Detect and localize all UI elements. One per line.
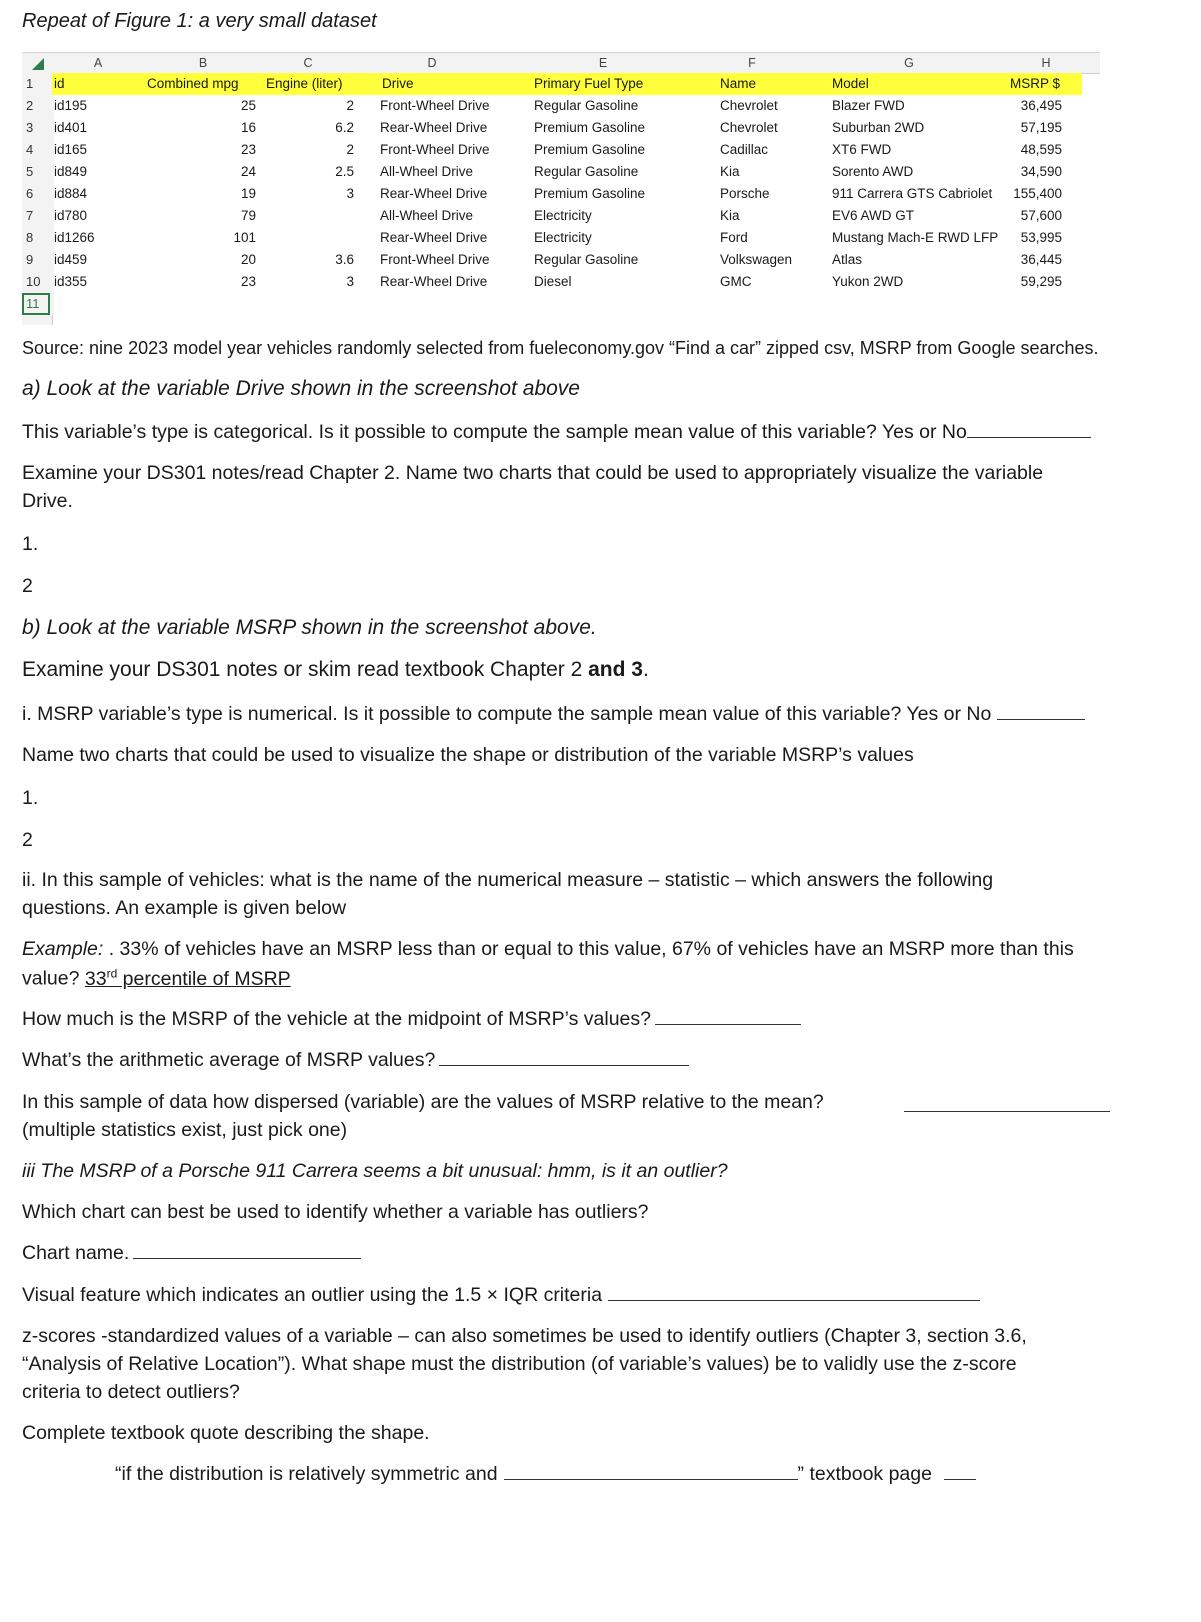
cell-name[interactable]: Ford	[720, 230, 748, 245]
cell-name[interactable]: Chevrolet	[720, 120, 778, 135]
part-a-item-2: 2	[22, 575, 33, 597]
textbook-quote-line	[115, 1463, 976, 1486]
q-midpoint	[22, 1008, 801, 1031]
example-label: Example:	[22, 938, 109, 960]
cell-model[interactable]: Suburban 2WD	[832, 120, 925, 135]
cell-name[interactable]: Porsche	[720, 186, 770, 201]
cell-msrp[interactable]: 57,195	[1020, 120, 1062, 135]
table-row	[22, 205, 1100, 227]
cell-fuel[interactable]: Regular Gasoline	[534, 164, 639, 179]
col-letter-e[interactable]: E	[598, 56, 608, 70]
cell-mpg[interactable]: 25	[240, 98, 256, 113]
example-answer-rest: percentile of MSRP	[117, 967, 291, 990]
cell-drive[interactable]: Rear-Wheel Drive	[380, 274, 488, 289]
cell-msrp[interactable]: 53,995	[1020, 230, 1062, 245]
cell-engine[interactable]: 2	[346, 98, 354, 113]
col-letter-b[interactable]: B	[198, 56, 208, 70]
cell-model[interactable]: 911 Carrera GTS Cabriolet	[832, 186, 993, 201]
cell-drive[interactable]: Front-Wheel Drive	[380, 252, 490, 267]
cell-mpg[interactable]: 20	[240, 252, 256, 267]
cell-engine[interactable]: 3	[346, 186, 354, 201]
part-a-q1	[22, 421, 1091, 444]
cell-engine[interactable]: 6.2	[335, 120, 354, 135]
table-row	[22, 95, 1100, 117]
cell-engine[interactable]: 2	[346, 142, 354, 157]
selected-row-indicator	[22, 293, 50, 315]
cell-drive[interactable]: Rear-Wheel Drive	[380, 120, 488, 135]
header-id[interactable]: id	[54, 76, 65, 91]
q-average	[22, 1049, 689, 1072]
row-number[interactable]: 1	[22, 73, 54, 95]
cell-name[interactable]: Volkswagen	[720, 252, 793, 267]
part-b-i-question-text: i. MSRP variable’s type is numerical. Is it possible to compute the sample mean value of this variable? Yes or No	[22, 703, 992, 725]
row-number[interactable]: 3	[22, 117, 54, 139]
col-letter-c[interactable]: C	[303, 56, 313, 70]
row-number[interactable]: 7	[22, 205, 54, 227]
cell-drive[interactable]: Rear-Wheel Drive	[380, 186, 488, 201]
header-drive[interactable]: Drive	[382, 76, 414, 91]
cell-fuel[interactable]: Diesel	[534, 274, 572, 289]
cell-engine[interactable]: 3.6	[335, 252, 354, 267]
col-letter-f[interactable]: F	[748, 56, 756, 70]
part-b-examine-bold: and 3	[588, 658, 643, 681]
part-b-item-2: 2	[22, 829, 33, 851]
quote-pre: “if the distribution is relatively symmetric and	[115, 1463, 498, 1485]
cell-mpg[interactable]: 24	[240, 164, 256, 179]
cell-name[interactable]: Kia	[720, 208, 740, 223]
part-a-q2-line2: Drive.	[22, 490, 73, 512]
cell-fuel[interactable]: Premium Gasoline	[534, 120, 646, 135]
header-name[interactable]: Name	[720, 76, 757, 91]
spreadsheet	[22, 52, 1100, 325]
part-b-ii-line1: ii. In this sample of vehicles: what is the name of the numerical measure – statistic – which answers the following	[22, 869, 994, 891]
cell-mpg[interactable]: 16	[240, 120, 256, 135]
textbook-page-blank[interactable]	[944, 1478, 976, 1480]
part-b-examine-post: .	[642, 658, 649, 681]
q-average-text: What’s the arithmetic average of MSRP values?	[22, 1049, 436, 1071]
part-b-heading: b) Look at the variable MSRP shown in the screenshot above.	[22, 616, 597, 639]
quote-post: ” textbook page	[797, 1463, 932, 1485]
cell-msrp[interactable]: 36,445	[1020, 252, 1062, 267]
column-letter-row	[22, 53, 1100, 74]
row-number[interactable]: 9	[22, 249, 54, 271]
cell-msrp[interactable]: 48,595	[1020, 142, 1062, 157]
table-row	[22, 117, 1100, 139]
table-row	[22, 249, 1100, 271]
q-dispersed-answer-blank[interactable]	[904, 1111, 1110, 1112]
example-line2	[22, 966, 291, 991]
table-row	[22, 227, 1100, 249]
cell-model[interactable]: Mustang Mach-E RWD LFP	[832, 230, 999, 245]
cell-fuel[interactable]: Electricity	[534, 230, 592, 245]
q-midpoint-answer-blank[interactable]	[655, 1023, 801, 1025]
cell-id[interactable]: id459	[54, 252, 88, 267]
row-number[interactable]: 11	[22, 293, 54, 315]
cell-model[interactable]: Atlas	[832, 252, 863, 267]
cell-drive[interactable]: Front-Wheel Drive	[380, 98, 490, 113]
cell-id[interactable]: id849	[54, 164, 88, 179]
cell-name[interactable]: GMC	[720, 274, 752, 289]
col-letter-g[interactable]: G	[904, 56, 914, 70]
part-a-q1-text: This variable’s type is categorical. Is it possible to compute the sample mean value of this variable? Yes or No	[22, 421, 967, 443]
cell-model[interactable]: Blazer FWD	[832, 98, 905, 113]
part-b-examine-pre: Examine your DS301 notes or skim read textbook Chapter 2	[22, 658, 589, 681]
part-b-iii-heading: iii The MSRP of a Porsche 911 Carrera seems a bit unusual: hmm, is it an outlier?	[22, 1160, 728, 1182]
z-score-line3: criteria to detect outliers?	[22, 1381, 240, 1403]
cell-name[interactable]: Kia	[720, 164, 740, 179]
row-number[interactable]: 4	[22, 139, 54, 161]
part-a-q1-answer-blank[interactable]	[967, 436, 1091, 438]
row-number[interactable]: 6	[22, 183, 54, 205]
header-primary-fuel-type[interactable]: Primary Fuel Type	[534, 76, 644, 91]
cell-fuel[interactable]: Regular Gasoline	[534, 98, 639, 113]
cell-model[interactable]: EV6 AWD GT	[832, 208, 915, 223]
visual-feature-answer-blank[interactable]	[608, 1299, 980, 1301]
select-all-corner[interactable]	[22, 53, 52, 73]
header-combined-mpg[interactable]: Combined mpg	[147, 76, 239, 91]
q-dispersed-line1: In this sample of data how dispersed (variable) are the values of MSRP relative to the mean?	[22, 1091, 824, 1113]
cell-mpg[interactable]: 23	[240, 274, 256, 289]
table-row	[22, 183, 1100, 205]
cell-id[interactable]: id195	[54, 98, 88, 113]
cell-engine[interactable]: 2.5	[335, 164, 354, 179]
chart-name-label: Chart name.	[22, 1242, 130, 1264]
col-letter-a[interactable]: A	[93, 56, 103, 70]
part-b-examine	[22, 658, 649, 682]
cell-msrp[interactable]: 57,600	[1020, 208, 1062, 223]
cell-drive[interactable]: Rear-Wheel Drive	[380, 230, 488, 245]
cell-engine[interactable]: 3	[346, 274, 354, 289]
cell-fuel[interactable]: Regular Gasoline	[534, 252, 639, 267]
visual-feature-text: Visual feature which indicates an outlier using the 1.5 × IQR criteria	[22, 1284, 603, 1306]
cell-mpg[interactable]: 19	[240, 186, 256, 201]
row-number[interactable]: 8	[22, 227, 54, 249]
part-a-q2-line1: Examine your DS301 notes/read Chapter 2. Name two charts that could be used to appropriately visualize the variable	[22, 462, 1044, 484]
row-number[interactable]: 2	[22, 95, 54, 117]
row-number[interactable]: 5	[22, 161, 54, 183]
chart-name-line	[22, 1242, 361, 1265]
cell-msrp[interactable]: 34,590	[1020, 164, 1062, 179]
part-b-i-charts: Name two charts that could be used to visualize the shape or distribution of the variable MSRP’s values	[22, 744, 914, 766]
cell-id[interactable]: id355	[54, 274, 88, 289]
cell-mpg[interactable]: 23	[240, 142, 256, 157]
table-row	[22, 271, 1100, 293]
col-letter-d[interactable]: D	[427, 56, 437, 70]
example-line2-pre: value?	[22, 967, 85, 990]
part-b-i-answer-blank[interactable]	[997, 718, 1085, 720]
chart-name-answer-blank[interactable]	[133, 1257, 361, 1259]
cell-msrp[interactable]: 155,400	[1013, 186, 1062, 201]
q-midpoint-text: How much is the MSRP of the vehicle at the midpoint of MSRP’s values?	[22, 1008, 651, 1030]
cell-fuel[interactable]: Premium Gasoline	[534, 142, 646, 157]
cell-model[interactable]: XT6 FWD	[832, 142, 892, 157]
figure-title: Repeat of Figure 1: a very small dataset	[22, 10, 377, 32]
table-row	[22, 139, 1100, 161]
cell-id[interactable]: id165	[54, 142, 88, 157]
cell-fuel[interactable]: Premium Gasoline	[534, 186, 646, 201]
table-row	[22, 161, 1100, 183]
select-all-triangle-icon	[32, 58, 44, 70]
cell-id[interactable]: id1266	[54, 230, 95, 245]
cell-engine[interactable]	[262, 227, 354, 249]
part-b-i-question	[22, 703, 1085, 726]
example-answer-num: 33	[84, 967, 107, 990]
cell-engine[interactable]	[262, 205, 354, 227]
part-b-item-1: 1.	[22, 787, 39, 809]
example-text: . 33% of vehicles have an MSRP less than or equal to this value, 67% of vehicles have an MSRP more than this	[108, 938, 1074, 960]
cell-id[interactable]: id401	[54, 120, 88, 135]
cell-drive[interactable]: Front-Wheel Drive	[380, 142, 490, 157]
q-dispersed-line2: (multiple statistics exist, just pick one)	[22, 1119, 348, 1141]
z-score-line2: “Analysis of Relative Location”). What shape must the distribution (of variable’s values) be to validly use the z-score	[22, 1353, 1017, 1375]
example-answer-sup: rd	[106, 966, 118, 980]
cell-model[interactable]: Sorento AWD	[832, 164, 914, 179]
cell-msrp[interactable]: 59,295	[1020, 274, 1062, 289]
q-average-answer-blank[interactable]	[439, 1064, 689, 1066]
example-line1	[22, 938, 1074, 961]
empty-row	[22, 293, 1100, 315]
header-msrp[interactable]: MSRP $	[1010, 76, 1061, 91]
quote-answer-blank[interactable]	[504, 1478, 798, 1480]
header-engine[interactable]: Engine (liter)	[266, 76, 343, 91]
part-b-iii-chart-question: Which chart can best be used to identify whether a variable has outliers?	[22, 1201, 649, 1223]
part-a-item-1: 1.	[22, 533, 39, 555]
example-answer	[85, 968, 291, 990]
header-model[interactable]: Model	[832, 76, 869, 91]
cell-id[interactable]: id884	[54, 186, 88, 201]
cell-mpg[interactable]: 79	[240, 208, 256, 223]
cell-drive[interactable]: All-Wheel Drive	[380, 164, 474, 179]
header-row	[22, 73, 1100, 95]
cell-name[interactable]: Cadillac	[720, 142, 769, 157]
cell-name[interactable]: Chevrolet	[720, 98, 778, 113]
complete-quote-instruction: Complete textbook quote describing the shape.	[22, 1422, 430, 1444]
cell-mpg[interactable]: 101	[233, 230, 256, 245]
col-letter-h[interactable]: H	[1041, 56, 1051, 70]
cell-fuel[interactable]: Electricity	[534, 208, 592, 223]
source-note: Source: nine 2023 model year vehicles randomly selected from fueleconomy.gov “Find a car” zipped csv, MSRP from Google searches.	[22, 338, 1099, 358]
z-score-line1: z-scores -standardized values of a variable – can also sometimes be used to identify outliers (Chapter 3, section 3.6,	[22, 1325, 1027, 1347]
cell-msrp[interactable]: 36,495	[1020, 98, 1062, 113]
part-b-ii-line2: questions. An example is given below	[22, 897, 347, 919]
part-a-heading: a) Look at the variable Drive shown in the screenshot above	[22, 377, 580, 400]
visual-feature-line	[22, 1284, 980, 1307]
cell-drive[interactable]: All-Wheel Drive	[380, 208, 474, 223]
cell-id[interactable]: id780	[54, 208, 88, 223]
cell-model[interactable]: Yukon 2WD	[832, 274, 904, 289]
row-number[interactable]: 10	[22, 271, 54, 293]
